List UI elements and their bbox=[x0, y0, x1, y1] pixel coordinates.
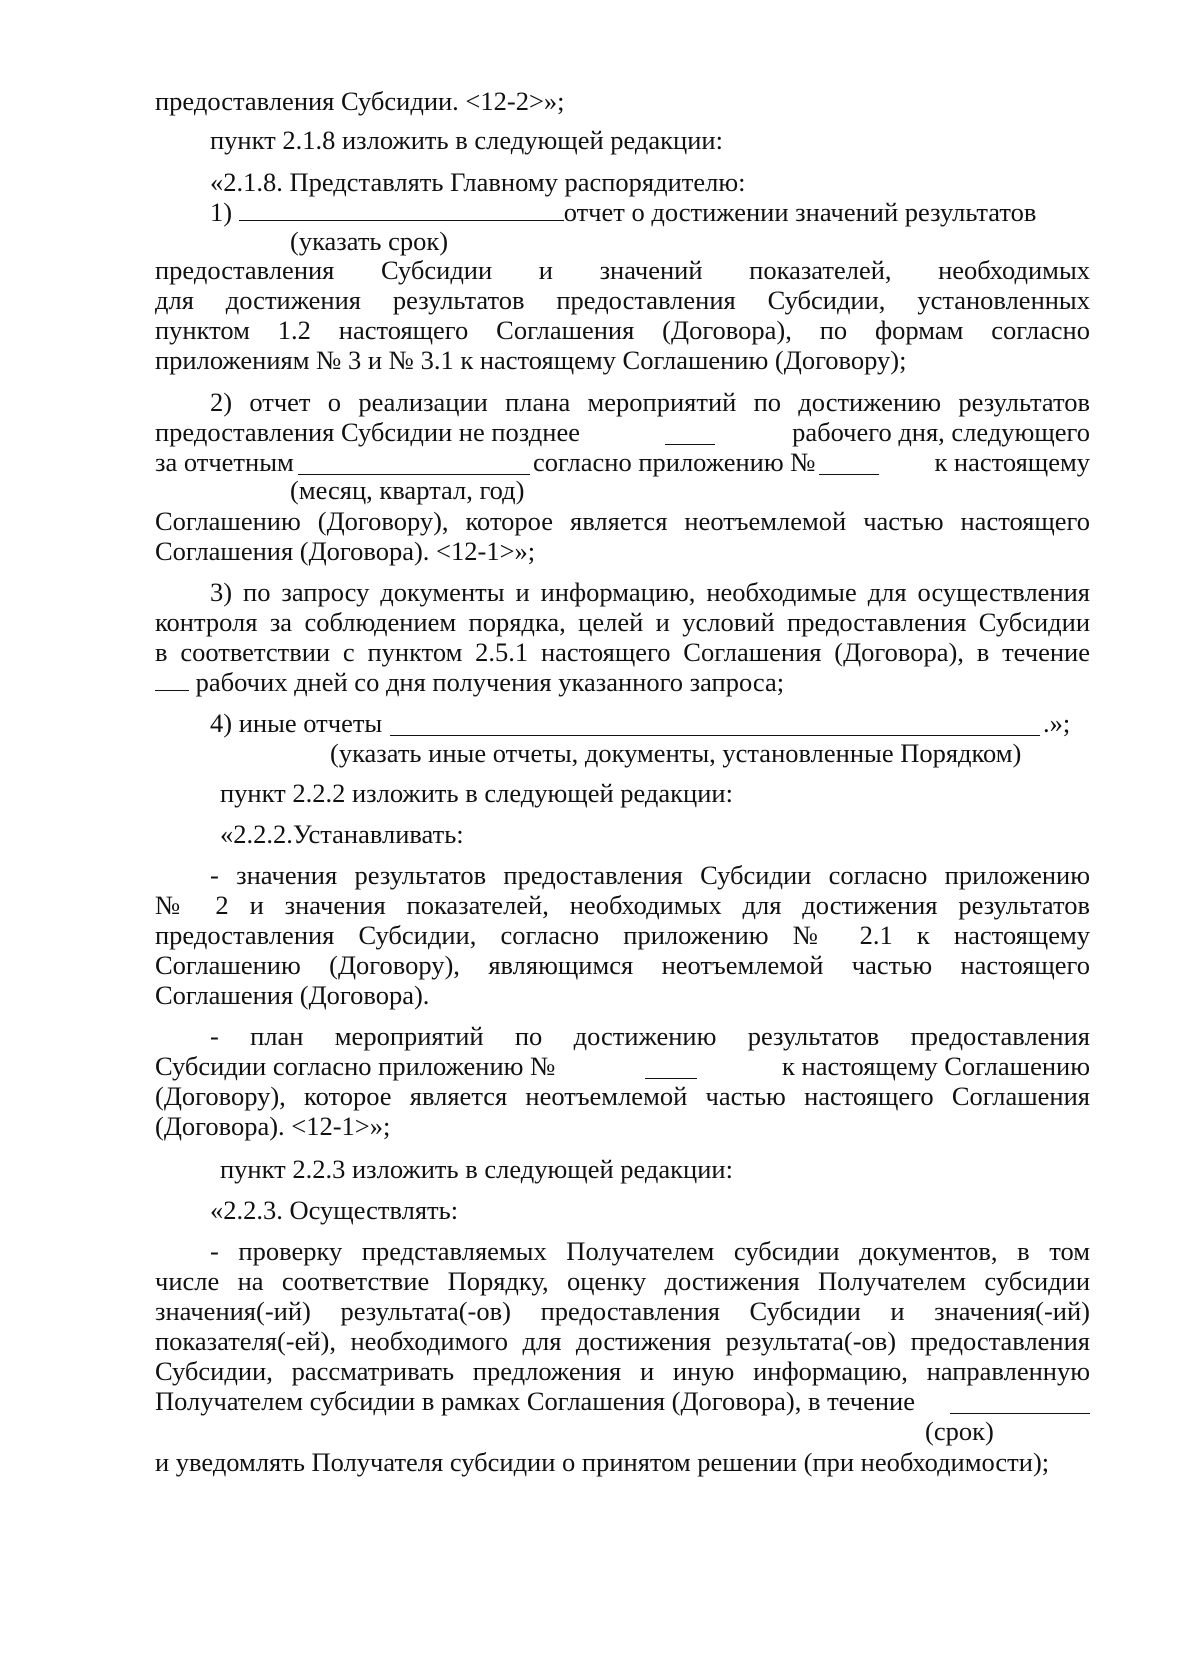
text-line: Соглашению (Договору), которое является неотъемлемой частью настоящего bbox=[155, 506, 1090, 536]
text-line: пунктом 1.2 настоящего Соглашения (Договора), по формам согласно bbox=[155, 315, 1090, 345]
text-line: «2.2.2.Устанавливать: bbox=[220, 819, 464, 849]
inline-text: отчет о достижении значений результатов bbox=[563, 197, 1037, 227]
text-line: «2.2.3. Осуществлять: bbox=[210, 1195, 459, 1225]
inline-text: за отчетным bbox=[155, 447, 294, 477]
fill-in-blank bbox=[298, 452, 530, 475]
text-line: предоставления Субсидии, согласно приложению № 2.1 к настоящему bbox=[155, 920, 1090, 950]
inline-text: предоставления Субсидии не позднее bbox=[155, 417, 580, 447]
text-line: - проверку представляемых Получателем субсидии документов, в том bbox=[210, 1236, 1090, 1266]
text-line: для достижения результатов предоставления Субсидии, установленных bbox=[155, 285, 1090, 315]
text-line bbox=[155, 666, 1090, 698]
text-line: (Договора). <12-1>»; bbox=[155, 1111, 391, 1141]
text-line bbox=[155, 1385, 1090, 1417]
caption: (указать срок) bbox=[290, 226, 449, 256]
inline-text: к настоящему bbox=[934, 447, 1090, 477]
fill-in-blank bbox=[819, 452, 879, 475]
text-line: - план мероприятий по достижению результатов предоставления bbox=[210, 1021, 1090, 1051]
text-line: контроля за соблюдением порядка, целей и условий предоставления Субсидии bbox=[155, 607, 1090, 637]
text-line: № 2 и значения показателей, необходимых для достижения результатов bbox=[155, 890, 1090, 920]
text-line bbox=[155, 707, 1090, 739]
text-line: предоставления Субсидии. <12-2>»; bbox=[155, 86, 565, 116]
text-line bbox=[155, 416, 1090, 448]
text-line: и уведомлять Получателя субсидии о принятом решении (при необходимости); bbox=[155, 1447, 1050, 1477]
inline-text: .»; bbox=[1043, 708, 1071, 738]
text-line bbox=[155, 1050, 1090, 1082]
text-line: (Договору), которое является неотъемлемой частью настоящего Соглашения bbox=[155, 1081, 1090, 1111]
inline-text: Получателем субсидии в рамках Соглашения (Договора), в течение bbox=[155, 1386, 915, 1416]
inline-text: рабочих дней со дня получения указанного запроса; bbox=[195, 667, 785, 697]
text-line: «2.1.8. Представлять Главному распорядителю: bbox=[210, 167, 746, 197]
text-line: Соглашения (Договора). bbox=[155, 980, 430, 1010]
inline-text: рабочего дня, следующего bbox=[792, 417, 1090, 447]
text-line: 3) по запросу документы и информацию, необходимые для осуществления bbox=[210, 577, 1090, 607]
text-line: показателя(-ей), необходимого для достижения результата(-ов) предоставления bbox=[155, 1326, 1090, 1356]
inline-text: Субсидии согласно приложению № bbox=[155, 1051, 556, 1081]
text-line: пункт 2.2.3 изложить в следующей редакции: bbox=[220, 1154, 733, 1184]
fill-in-blank bbox=[665, 422, 715, 445]
text-line: пункт 2.2.2 изложить в следующей редакции: bbox=[220, 778, 733, 808]
text-line: 2) отчет о реализации плана мероприятий по достижению результатов bbox=[210, 387, 1090, 417]
text-line: Субсидии, рассматривать предложения и иную информацию, направленную bbox=[155, 1356, 1090, 1386]
text-line bbox=[210, 196, 1090, 228]
text-line: в соответствии с пунктом 2.5.1 настоящего Соглашения (Договора), в течение bbox=[155, 637, 1090, 667]
fill-in-blank bbox=[390, 713, 1040, 736]
fill-in-blank bbox=[645, 1056, 697, 1079]
caption: (месяц, квартал, год) bbox=[290, 475, 525, 505]
caption: (указать иные отчеты, документы, установленные Порядком) bbox=[330, 738, 1022, 768]
text-line: Соглашению (Договору), являющимся неотъемлемой частью настоящего bbox=[155, 950, 1090, 980]
fill-in-blank bbox=[155, 668, 189, 691]
text-line: числе на соответствие Порядку, оценку достижения Получателем субсидии bbox=[155, 1266, 1090, 1296]
text-line bbox=[155, 446, 1090, 478]
item-number: 1) bbox=[210, 197, 233, 227]
text-line: приложениям № 3 и № 3.1 к настоящему Соглашению (Договору); bbox=[155, 345, 907, 375]
text-line: предоставления Субсидии и значений показателей, необходимых bbox=[155, 255, 1090, 285]
fill-in-blank bbox=[950, 1391, 1090, 1414]
text-line: Соглашения (Договора). <12-1>»; bbox=[155, 536, 536, 566]
text-line: - значения результатов предоставления Субсидии согласно приложению bbox=[210, 860, 1090, 890]
text-line: пункт 2.1.8 изложить в следующей редакции: bbox=[210, 125, 723, 155]
fill-in-blank bbox=[239, 198, 564, 221]
inline-text: согласно приложению № bbox=[533, 447, 816, 477]
text-line: значения(-ий) результата(-ов) предоставления Субсидии и значения(-ий) bbox=[155, 1296, 1090, 1326]
inline-text: 4) иные отчеты bbox=[210, 708, 383, 738]
caption: (срок) bbox=[925, 1416, 994, 1446]
inline-text: к настоящему Соглашению bbox=[782, 1051, 1090, 1081]
